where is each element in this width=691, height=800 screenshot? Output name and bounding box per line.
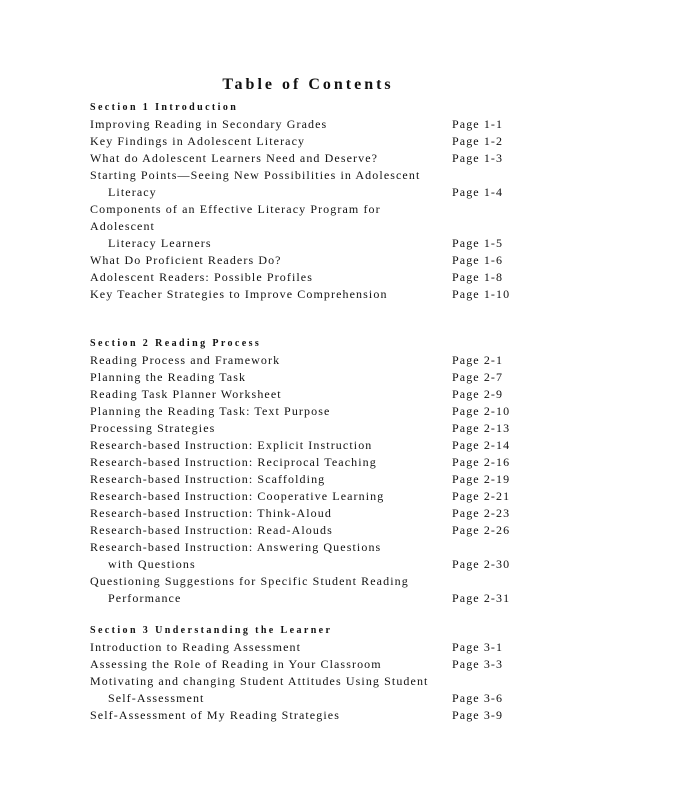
toc-entry-title-line: Questioning Suggestions for Specific Student Reading <box>90 574 409 588</box>
toc-entry[interactable] <box>90 505 530 522</box>
toc-entry-title-line: Research-based Instruction: Answering Questions <box>90 540 382 554</box>
toc-entry[interactable] <box>90 269 530 286</box>
section-3 <box>90 622 530 724</box>
toc-entry-title <box>90 116 440 133</box>
toc-entry-page-number: Page 2-26 <box>452 523 511 537</box>
toc-entry[interactable] <box>90 386 530 403</box>
toc-entry[interactable] <box>90 539 530 573</box>
toc-entry-page-number: Page 1-8 <box>452 270 504 284</box>
toc-entry-page-number: Page 3-1 <box>452 640 504 654</box>
toc-entry-title-line: Research-based Instruction: Scaffolding <box>90 472 326 486</box>
toc-entry[interactable] <box>90 437 530 454</box>
toc-entry-title <box>90 403 440 420</box>
toc-entry-title-line: Improving Reading in Secondary Grades <box>90 117 328 131</box>
toc-entry-title <box>90 352 440 369</box>
toc-entry-page-number: Page 2-19 <box>452 472 511 486</box>
toc-entry[interactable] <box>90 573 530 607</box>
toc-entry[interactable] <box>90 286 530 303</box>
toc-entry-title-line: Assessing the Role of Reading in Your Classroom <box>90 657 382 671</box>
toc-entry-page-number: Page 3-3 <box>452 657 504 671</box>
toc-entry-title <box>90 369 440 386</box>
toc-entry-title-continuation: Literacy <box>108 185 157 199</box>
toc-entry-page-number: Page 2-7 <box>452 370 504 384</box>
toc-entry-title-line: Research-based Instruction: Reciprocal Teaching <box>90 455 377 469</box>
toc-entry-title-line: Research-based Instruction: Cooperative Learning <box>90 489 385 503</box>
toc-entry-title <box>90 201 440 252</box>
toc-entry-title-line: Introduction to Reading Assessment <box>90 640 302 654</box>
toc-entry[interactable] <box>90 352 530 369</box>
section-2 <box>90 335 530 607</box>
toc-entry-title-line: Processing Strategies <box>90 421 216 435</box>
toc-entry[interactable] <box>90 488 530 505</box>
toc-entry-title <box>90 150 440 167</box>
toc-entry-title <box>90 573 440 607</box>
toc-entry-title <box>90 471 440 488</box>
toc-entry-page-number: Page 2-9 <box>452 387 504 401</box>
section-heading: Section 3 Understanding the Learner <box>90 625 333 636</box>
toc-entry-page-number: Page 2-30 <box>452 557 511 571</box>
toc-entry-title <box>90 505 440 522</box>
toc-entry-title <box>90 539 440 573</box>
toc-entry-page-number: Page 2-23 <box>452 506 511 520</box>
toc-entry[interactable] <box>90 454 530 471</box>
toc-entry-title <box>90 488 440 505</box>
toc-entry-title <box>90 133 440 150</box>
toc-entry[interactable] <box>90 252 530 269</box>
toc-entry-title <box>90 639 440 656</box>
toc-entry[interactable] <box>90 167 530 201</box>
toc-entry-page-number: Page 2-21 <box>452 489 511 503</box>
toc-entry-page-number: Page 1-1 <box>452 117 504 131</box>
toc-entry-page-number: Page 2-31 <box>452 591 511 605</box>
toc-entry-title <box>90 522 440 539</box>
toc-entry-title-line: Key Teacher Strategies to Improve Comprehension <box>90 287 388 301</box>
toc-entry-title-line: Starting Points—Seeing New Possibilities in Adolescent <box>90 168 421 182</box>
toc-entry-title-line: Research-based Instruction: Explicit Instruction <box>90 438 373 452</box>
toc-entry-page-number: Page 1-5 <box>452 236 504 250</box>
toc-entry-title-line: What do Adolescent Learners Need and Deserve? <box>90 151 379 165</box>
toc-entry[interactable] <box>90 369 530 386</box>
toc-entry-title-line: Key Findings in Adolescent Literacy <box>90 134 306 148</box>
toc-entry-page-number: Page 1-6 <box>452 253 504 267</box>
toc-entry-page-number: Page 2-1 <box>452 353 504 367</box>
toc-entry-page-number: Page 3-6 <box>452 691 504 705</box>
toc-entry-page-number: Page 2-10 <box>452 404 511 418</box>
toc-entry-title <box>90 707 440 724</box>
toc-entry[interactable] <box>90 420 530 437</box>
toc-entry[interactable] <box>90 639 530 656</box>
toc-entry-title-continuation: Performance <box>108 591 182 605</box>
toc-entry[interactable] <box>90 133 530 150</box>
toc-entry-page-number: Page 1-4 <box>452 185 504 199</box>
toc-entry-title-line: Self-Assessment of My Reading Strategies <box>90 708 340 722</box>
toc-entry[interactable] <box>90 201 530 252</box>
toc-entry-title-line: Research-based Instruction: Think-Aloud <box>90 506 332 520</box>
toc-entry-page-number: Page 1-3 <box>452 151 504 165</box>
toc-entry-title-line: Reading Task Planner Worksheet <box>90 387 282 401</box>
toc-entry-title <box>90 454 440 471</box>
toc-entry-title <box>90 673 440 707</box>
toc-entry-title <box>90 656 440 673</box>
toc-entry-title-line: Components of an Effective Literacy Program for Adolescent <box>90 202 381 233</box>
toc-entry-title <box>90 386 440 403</box>
section-1 <box>90 99 530 303</box>
toc-entry-title-line: Reading Process and Framework <box>90 353 281 367</box>
toc-entry-title <box>90 167 440 201</box>
toc-entry-title-line: Planning the Reading Task <box>90 370 247 384</box>
toc-entry-page-number: Page 3-9 <box>452 708 504 722</box>
toc-entry[interactable] <box>90 150 530 167</box>
toc-entry[interactable] <box>90 673 530 707</box>
toc-entry-title-line: Adolescent Readers: Possible Profiles <box>90 270 314 284</box>
toc-entry-title-line: Motivating and changing Student Attitudes Using Student <box>90 674 429 688</box>
toc-entry-page-number: Page 2-14 <box>452 438 511 452</box>
toc-entry-page-number: Page 2-13 <box>452 421 511 435</box>
toc-entry-title <box>90 286 440 303</box>
toc-entry-title-line: Planning the Reading Task: Text Purpose <box>90 404 331 418</box>
toc-entry-title <box>90 252 440 269</box>
toc-entry[interactable] <box>90 403 530 420</box>
toc-entry[interactable] <box>90 471 530 488</box>
toc-entry-title-line: Research-based Instruction: Read-Alouds <box>90 523 333 537</box>
toc-entry-title-continuation: with Questions <box>108 557 196 571</box>
toc-entry-title <box>90 437 440 454</box>
toc-entry-title <box>90 420 440 437</box>
page-title: Table of Contents <box>222 76 394 93</box>
section-heading: Section 2 Reading Process <box>90 338 262 349</box>
toc-entry-title-line: What Do Proficient Readers Do? <box>90 253 282 267</box>
toc-entry-title <box>90 269 440 286</box>
toc-entry[interactable] <box>90 522 530 539</box>
toc-entry[interactable] <box>90 707 530 724</box>
toc-entry-title-continuation: Self-Assessment <box>108 691 205 705</box>
toc-entry[interactable] <box>90 656 530 673</box>
toc-entry[interactable] <box>90 116 530 133</box>
section-heading: Section 1 Introduction <box>90 102 239 113</box>
toc-entry-page-number: Page 1-10 <box>452 287 511 301</box>
toc-entry-page-number: Page 2-16 <box>452 455 511 469</box>
toc-entry-page-number: Page 1-2 <box>452 134 504 148</box>
toc-entry-title-continuation: Literacy Learners <box>108 236 212 250</box>
